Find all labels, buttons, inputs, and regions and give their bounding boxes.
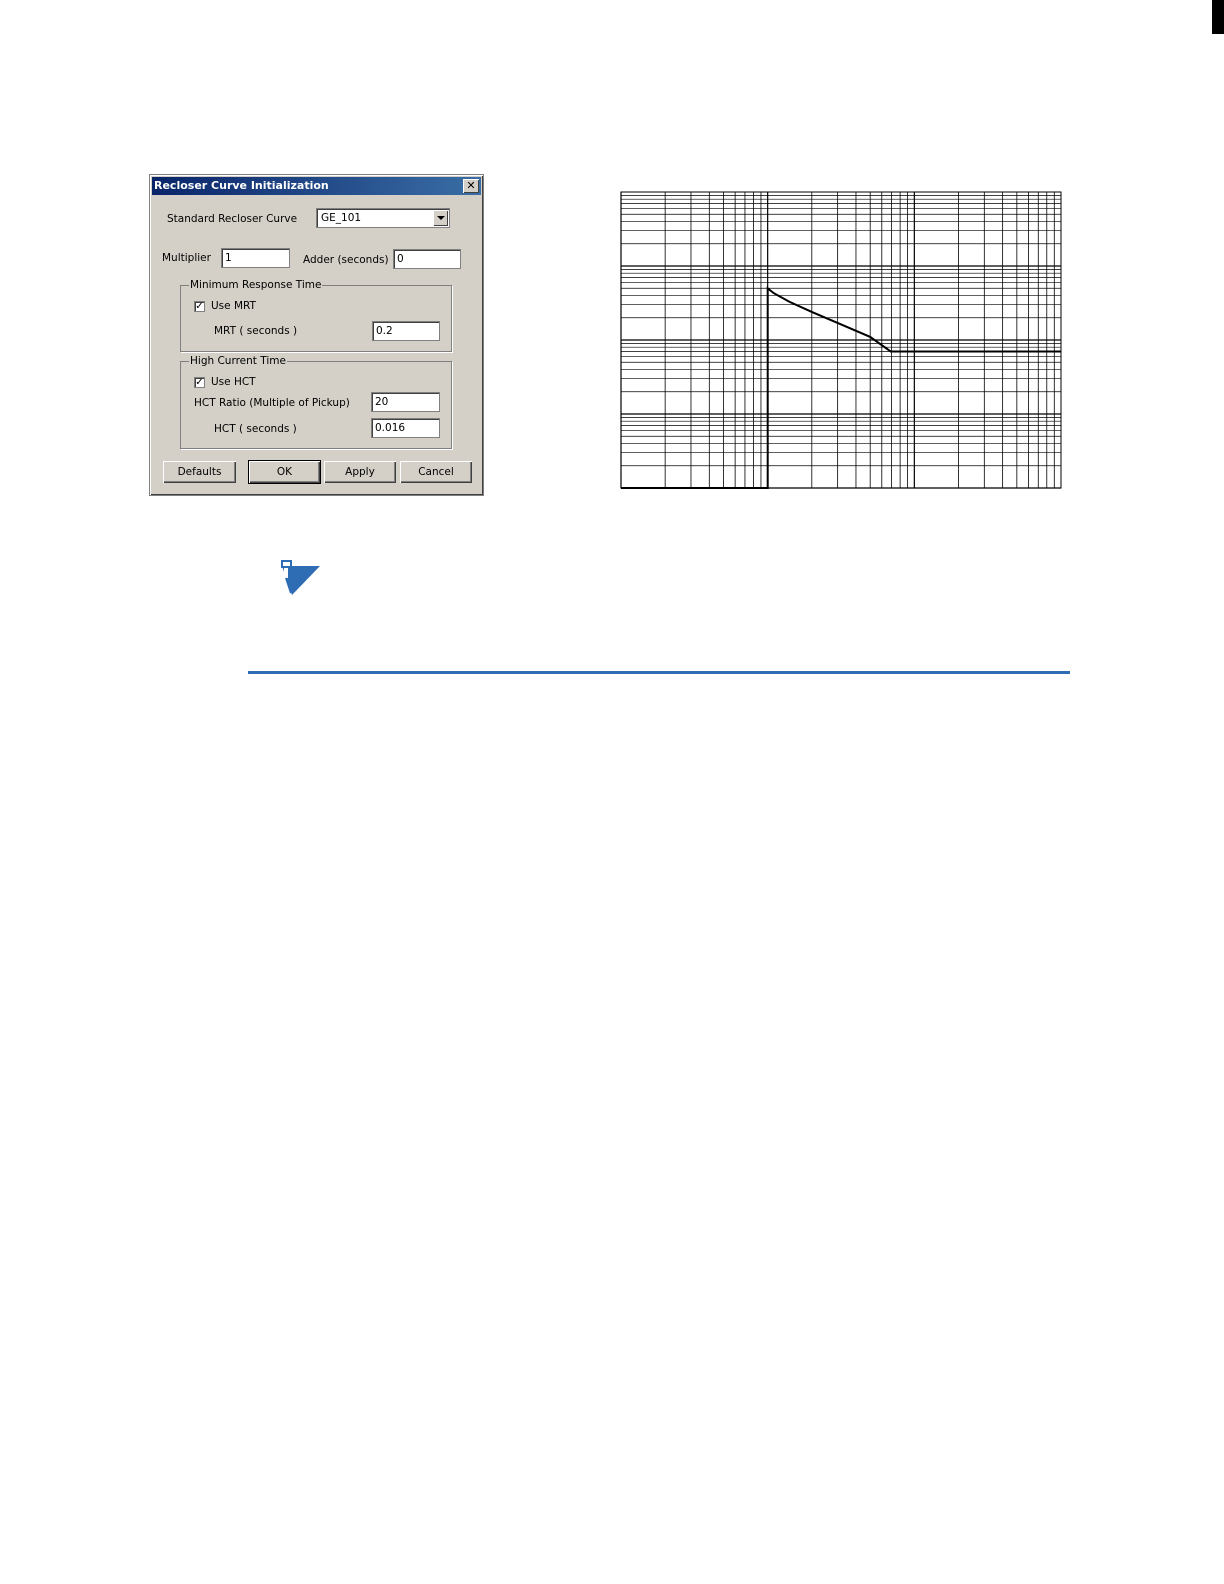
adder-input[interactable] (393, 249, 461, 269)
mrt-group-title: Minimum Response Time (190, 279, 322, 291)
hct-group (180, 355, 452, 449)
dialog-title: Recloser Curve Initialization (154, 179, 329, 192)
hct-seconds-input[interactable] (371, 418, 440, 438)
close-icon: ✕ (466, 179, 476, 192)
multiplier-label: Multiplier (162, 252, 211, 264)
ok-button[interactable]: OK (249, 461, 320, 483)
chart-grid-horizontal (621, 195, 1061, 488)
curve-label: Standard Recloser Curve (167, 213, 298, 225)
hct-seconds-label: HCT ( seconds ) (214, 423, 297, 435)
apply-button[interactable]: Apply (324, 461, 396, 483)
hct-group-title: High Current Time (190, 355, 286, 367)
use-mrt-checkbox[interactable]: ✓ (195, 301, 204, 312)
defaults-button[interactable]: Defaults (163, 461, 236, 483)
note-icon (274, 560, 322, 600)
section-divider (248, 671, 1070, 674)
series-line-curve (621, 288, 1061, 488)
recloser-curve-dialog (149, 174, 484, 496)
mrt-seconds-label: MRT ( seconds ) (214, 325, 298, 337)
cancel-button[interactable]: Cancel (400, 461, 472, 483)
mrt-seconds-input[interactable] (372, 321, 440, 341)
use-hct-label: Use HCT (211, 376, 256, 388)
recloser-curve-chart (617, 188, 1065, 492)
page-edge-mark (1212, 0, 1224, 34)
hct-ratio-label: HCT Ratio (Multiple of Pickup) (194, 397, 350, 409)
close-button[interactable] (463, 179, 479, 193)
use-hct-checkbox[interactable]: ✓ (195, 377, 204, 388)
multiplier-input[interactable] (221, 248, 290, 268)
mrt-group (180, 279, 452, 352)
curve-select-value: GE_101 (321, 212, 362, 224)
chevron-down-icon[interactable] (433, 210, 448, 226)
use-mrt-label: Use MRT (211, 300, 256, 312)
hct-ratio-input[interactable] (371, 392, 440, 412)
dialog-titlebar[interactable] (152, 177, 481, 195)
curve-select[interactable] (316, 208, 450, 228)
adder-label: Adder (seconds) (303, 254, 389, 266)
